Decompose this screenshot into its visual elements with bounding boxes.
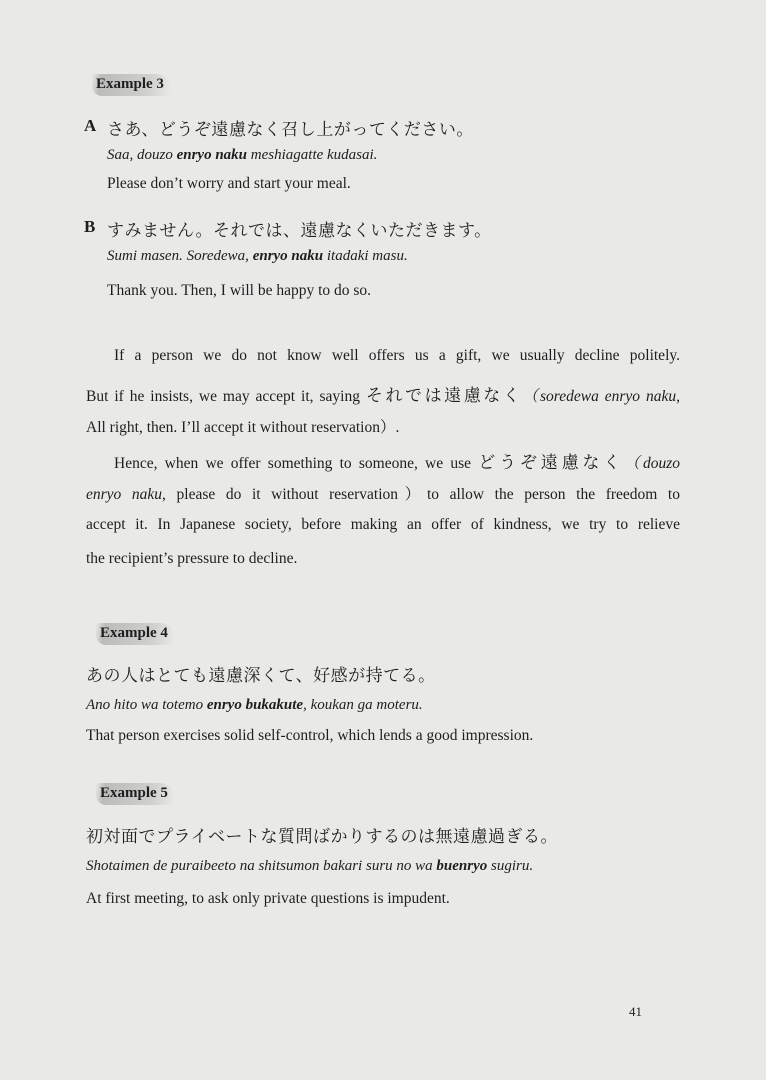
speaker-b: B — [84, 217, 96, 236]
romaji-keyword: enryo bukakute — [206, 697, 304, 713]
italic-romaji: enryo naku — [86, 486, 163, 503]
example-3-b-romaji — [107, 248, 408, 265]
paragraph-2-line-4: the recipient’s pressure to decline. — [86, 550, 298, 567]
page-number: 41 — [629, 1004, 642, 1019]
speaker-a: A — [84, 116, 97, 135]
example-3-a-english: Please don’t worry and start your meal. — [107, 175, 351, 192]
romaji-keyword: buenryo — [436, 858, 488, 874]
romaji-text: sugiru. — [487, 858, 534, 874]
romaji-keyword: enryo naku — [176, 147, 248, 163]
paragraph-1-line-3: All right, then. I’ll accept it without reservation）. — [86, 419, 400, 436]
romaji-text: Shotaimen de puraibeeto na shitsumon bakari suru no wa — [86, 858, 437, 874]
example-5-romaji — [86, 858, 533, 875]
example-5-japanese: 初対面でプライベートな質問ばかりするのは無遠慮過ぎる。 — [86, 827, 558, 846]
romaji-text: Saa, douzo — [107, 147, 177, 163]
romaji-text: meshiagatte kudasai. — [247, 147, 378, 163]
paragraph-1-line-2 — [86, 381, 680, 406]
paragraph-2-line-1 — [86, 448, 680, 473]
paragraph-2-line-2 — [86, 482, 680, 504]
italic-romaji: （douzo — [624, 455, 680, 472]
romaji-text: itadaki masu. — [323, 248, 408, 264]
example-3-b-japanese: すみません。それでは、遠慮なくいただきます。 — [107, 221, 492, 240]
example-4-romaji — [86, 697, 423, 714]
example-3-label: Example 3 — [92, 74, 170, 96]
example-5-label: Example 5 — [96, 783, 174, 805]
japanese-phrase: それでは遠慮なく — [365, 386, 523, 405]
body-text: , please do it without reservation）to allow the person the freedom to — [162, 486, 680, 503]
paragraph-1-line-1: If a person we do not know well offers us a gift, we usually decline politely. — [114, 347, 680, 364]
body-text: Hence, when we offer something to someone, we use — [114, 455, 479, 472]
example-4-english: That person exercises solid self-control, which lends a good impression. — [86, 727, 534, 744]
example-3-a-japanese: さあ、どうぞ遠慮なく召し上がってください。 — [107, 120, 474, 139]
romaji-text: Sumi masen. Soredewa, — [107, 248, 253, 264]
example-5-english: At first meeting, to ask only private questions is impudent. — [86, 890, 450, 907]
example-3-b-english: Thank you. Then, I will be happy to do so. — [107, 282, 372, 299]
romaji-keyword: enryo naku — [252, 248, 324, 264]
italic-romaji: （soredewa enryo naku, — [522, 388, 680, 405]
romaji-text: , koukan ga moteru. — [303, 697, 423, 713]
example-3-a-romaji — [107, 147, 377, 164]
romaji-text: Ano hito wa totemo — [86, 697, 207, 713]
paragraph-2-line-3: accept it. In Japanese society, before making an offer of kindness, we try to relieve — [86, 516, 680, 533]
example-4-label: Example 4 — [96, 623, 174, 645]
body-text: But if he insists, we may accept it, saying — [86, 388, 366, 405]
example-4-japanese: あの人はとても遠慮深くて、好感が持てる。 — [86, 666, 436, 685]
japanese-phrase: どうぞ遠慮なく — [478, 453, 625, 472]
